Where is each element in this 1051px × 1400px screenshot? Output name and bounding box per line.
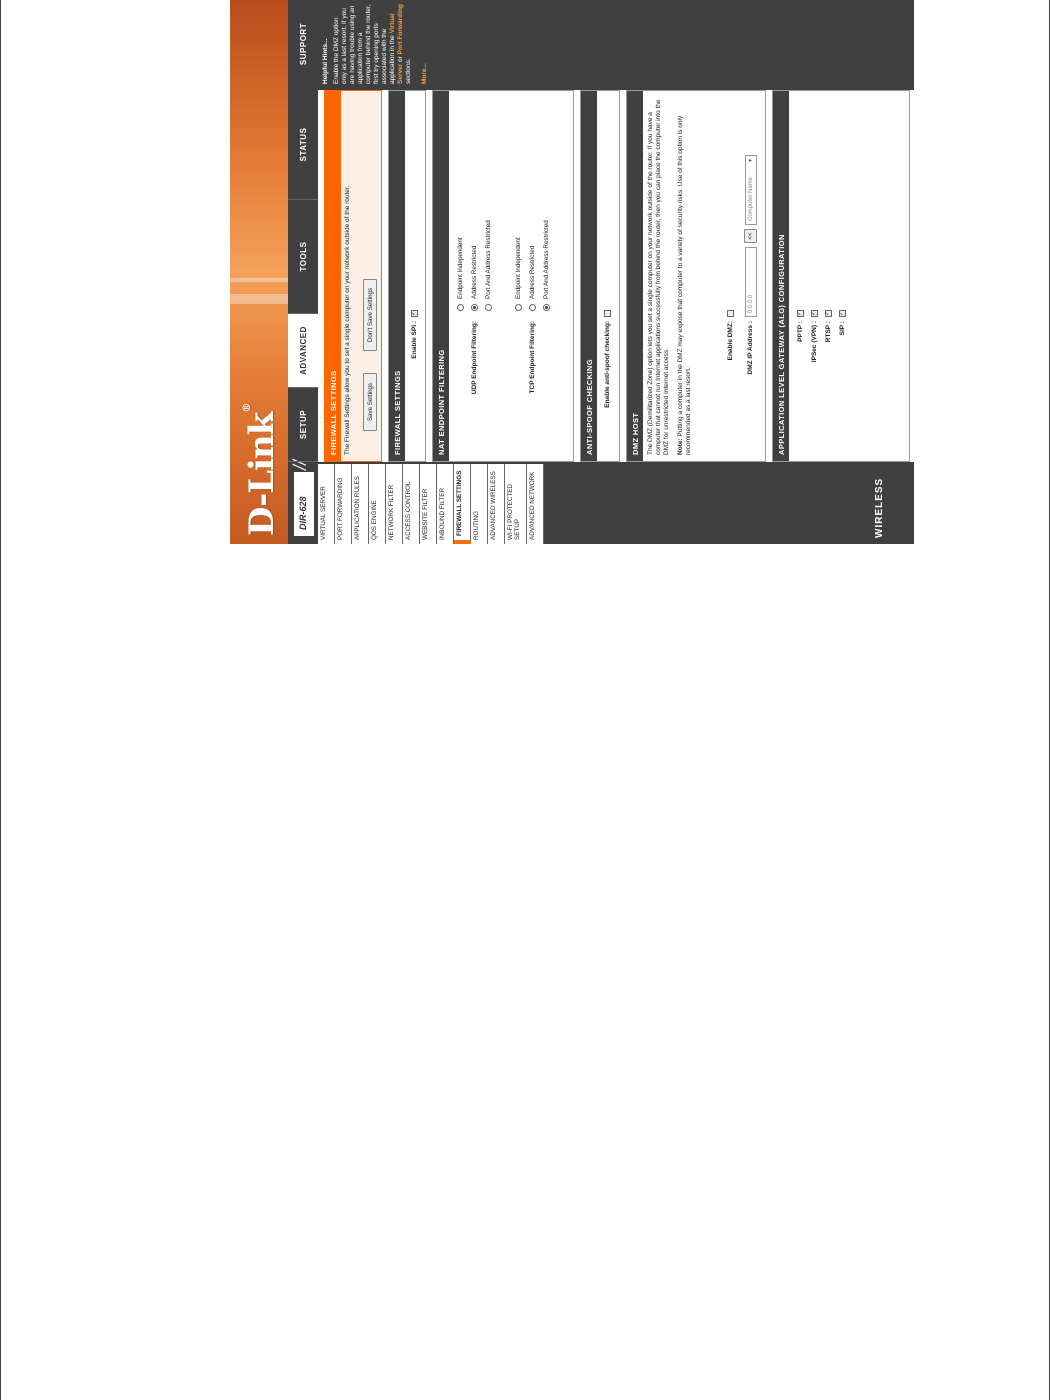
header-banner [230,0,288,544]
helpful-hints-text [333,4,413,84]
sidebar-item-virtual-server[interactable]: VIRTUAL SERVER [318,464,335,544]
sidebar [318,464,914,544]
nat-endpoint-title: NAT ENDPOINT FILTERING [433,91,449,461]
wireless-footer-label: WIRELESS [844,464,914,544]
udp-port-address-restricted-label: Port And Address Restricted [485,220,492,299]
support-column [288,0,914,88]
sidebar-item-network-filter[interactable]: NETWORK FILTER [386,464,403,544]
anti-spoof-title: ANTI-SPOOF CHECKING [581,91,597,461]
port-forwarding-link[interactable]: Port Forwarding [397,4,404,55]
alg-ipsec-label: IPSec (VPN) : [811,321,818,363]
anti-spoof-checkbox[interactable] [604,310,611,317]
sidebar-item-routing[interactable]: ROUTING [471,464,488,544]
sidebar-item-wifi-protected-setup[interactable]: WI-FI PROTECTED SETUP [505,464,527,544]
model-label: DIR-628 [294,472,314,536]
sidebar-item-firewall-settings[interactable]: FIREWALL SETTINGS [454,464,471,544]
page-right-border [1049,0,1050,1400]
sidebar-item-advanced-network[interactable]: ADVANCED NETWORK [527,464,544,544]
tcp-address-restricted-radio[interactable] [529,304,536,311]
dmz-note [671,91,693,461]
helpful-hints-title: Helpful Hints... [322,38,329,84]
sidebar-item-access-control[interactable]: ACCESS CONTROL [403,464,420,544]
enable-dmz-checkbox[interactable] [727,310,734,317]
firewall-settings-section [388,90,426,462]
dlink-logo: D-Link® [242,403,282,536]
alg-ipsec-checkbox[interactable]: ✓ [811,310,817,316]
firewall-intro-section [324,90,382,462]
tab-advanced[interactable]: ADVANCED [288,314,318,388]
anti-spoof-label: Enable anti-spoof checking: [604,321,611,408]
alg-section [772,90,910,462]
hints-text-2: sections. [405,58,412,84]
banner-stripe [230,294,288,304]
tcp-address-restricted-label: Address Restricted [529,245,536,299]
anti-spoof-section [580,90,620,462]
alg-pptp-label: PPTP : [797,321,804,342]
chevron-down-icon: ▾ [748,159,754,163]
tab-setup[interactable]: SETUP [288,388,318,462]
tab-tools[interactable]: TOOLS [288,200,318,314]
tab-status[interactable]: STATUS [288,90,318,200]
udp-port-address-restricted-radio[interactable] [485,304,492,311]
alg-sip-label: SIP : [839,321,846,336]
alg-title: APPLICATION LEVEL GATEWAY (ALG) CONFIGURATION [773,91,789,461]
nat-endpoint-section [432,90,574,462]
router-admin-ui [230,0,914,544]
helpful-hints [318,0,433,88]
tcp-filtering-label: TCP Endpoint Filtering: [529,321,536,394]
sidebar-item-advanced-wireless[interactable]: ADVANCED WIRELESS [488,464,505,544]
udp-filtering-label: UDP Endpoint Filtering: [471,321,478,395]
virtual-server-link[interactable]: Virtual Server [389,13,404,84]
tcp-port-address-restricted-radio[interactable] [543,304,550,311]
dmz-description: The DMZ (Demilitarized Zone) option lets you set a single computer on your network outside of the router. If you have a computer that cannot run Internet applications successfully from behind the router, then you can place the computer into the DMZ for unrestricted Internet access. [647,99,670,455]
firewall-settings-title: FIREWALL SETTINGS [389,91,405,461]
dmz-ip-input[interactable]: 0.0.0.0 [745,247,757,317]
hints-text-1: Enable the DMZ option only as a last resort. If you are having trouble using an application from a computer behind the router, first try opening ports associated with the application in the [333,4,396,84]
page-left-border [0,0,1,1400]
spi-label: Enable SPI : [411,321,418,359]
dmz-note-text: Putting a computer in the DMZ may expose that computer to a variety of security risks. Use of this option is only recommended as a last resort. [677,115,692,455]
tab-support[interactable]: SUPPORT [299,22,308,66]
more-link[interactable]: More... [421,63,428,84]
udp-endpoint-independent-label: Endpoint Independent [457,237,464,299]
banner-stripe [230,278,288,282]
firewall-intro-title: FIREWALL SETTINGS [325,91,341,461]
dmz-note-label: Note: [677,438,684,455]
copy-computer-button[interactable]: << [744,229,757,243]
firewall-intro-text: The Firewall Settings allow you to set a single computer on your network outside of the router. [344,185,351,455]
router-screenshot [230,0,914,544]
sidebar-item-application-rules[interactable]: APPLICATION RULES [352,464,369,544]
alg-rtsp-checkbox[interactable]: ✓ [825,310,831,316]
hints-or: or [397,56,404,62]
udp-endpoint-independent-radio[interactable] [457,304,464,311]
alg-rtsp-label: RTSP : [825,321,832,343]
computer-name-select[interactable] [745,155,757,225]
main-content [318,90,914,462]
dmz-host-title: DMZ HOST [627,91,643,461]
dmz-ip-label: DMZ IP Address : [747,321,754,375]
dont-save-settings-button[interactable]: Don't Save Settings [363,279,377,351]
udp-address-restricted-label: Address Restricted [471,245,478,299]
spi-checkbox[interactable]: ✓ [411,310,417,316]
sidebar-item-qos-engine[interactable]: QOS ENGINE [369,464,386,544]
logo-slashes: // [290,459,310,470]
sidebar-item-inbound-filter[interactable]: INBOUND FILTER [437,464,454,544]
sidebar-item-website-filter[interactable]: WEBSITE FILTER [420,464,437,544]
alg-sip-checkbox[interactable]: ✓ [839,310,845,316]
computer-name-select-value: Computer Name [748,176,754,221]
udp-address-restricted-radio[interactable] [471,304,478,311]
dmz-host-section [626,90,766,462]
tcp-endpoint-independent-label: Endpoint Independent [515,237,522,299]
alg-pptp-checkbox[interactable]: ✓ [797,310,803,316]
enable-dmz-label: Enable DMZ: [727,321,734,361]
tcp-port-address-restricted-label: Port And Address Restricted [543,220,550,299]
sidebar-item-port-forwarding[interactable]: PORT FORWARDING [335,464,352,544]
save-settings-button[interactable]: Save Settings [363,373,377,431]
tcp-endpoint-independent-radio[interactable] [515,304,522,311]
